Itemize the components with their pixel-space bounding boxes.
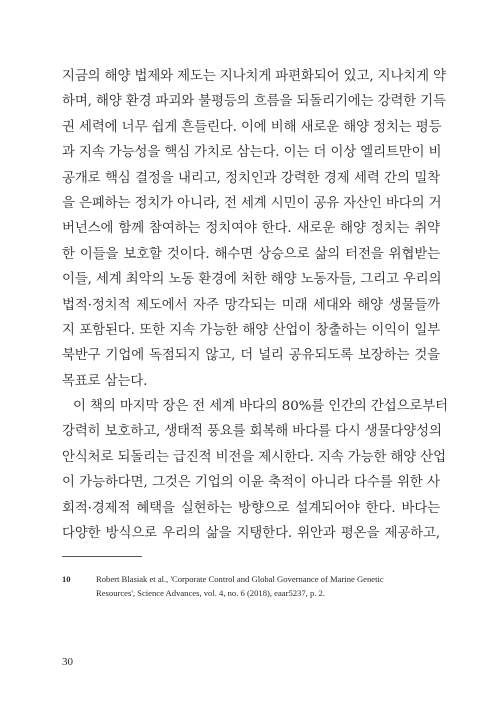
body-line: 공개로 핵심 결정을 내리고, 정치인과 강력한 경제 세력 간의 밀착 bbox=[62, 170, 440, 186]
body-line: 을 은폐하는 정치가 아니라, 전 세계 시민이 공유 자산인 바다의 거 bbox=[62, 195, 442, 211]
body-line: 회적·경제적 혜택을 실현하는 방향으로 설계되어야 한다. 바다는 bbox=[62, 500, 440, 516]
body-line: 지 포함된다. 또한 지속 가능한 해양 산업이 창출하는 이익이 일부 bbox=[62, 322, 440, 338]
body-line: 과 지속 가능성을 핵심 가치로 삼는다. 이는 더 이상 엘리트만이 비 bbox=[62, 145, 442, 161]
body-line: 안식처로 되돌리는 급진적 비전을 제시한다. 지속 가능한 해양 산업 bbox=[62, 449, 446, 465]
body-line: 이 가능하다면, 그것은 기업의 이윤 축적이 아니라 다수를 위한 사 bbox=[62, 475, 440, 491]
footnote-line: Resources', Science Advances, vol. 4, no. 6 (2018), eaar5237, p. 2. bbox=[96, 588, 325, 598]
body-line: 목표로 삼는다. bbox=[62, 373, 148, 389]
body-line: 권 세력에 너무 쉽게 흔들린다. 이에 비해 새로운 해양 정치는 평등 bbox=[62, 119, 442, 135]
body-line: 북반구 기업에 독점되지 않고, 더 널리 공유되도록 보장하는 것을 bbox=[62, 348, 440, 364]
body-line: 강력히 보호하고, 생태적 풍요를 회복해 바다를 다시 생물다양성의 bbox=[62, 424, 442, 440]
footnote-text bbox=[96, 572, 440, 600]
footnote-line: Robert Blasiak et al., 'Corporate Control and Global Governance of Marine Genetic bbox=[96, 574, 384, 584]
body-line: 이 책의 마지막 장은 전 세계 바다의 80%를 인간의 간섭으로부터 bbox=[73, 399, 448, 415]
footnote bbox=[62, 572, 440, 600]
body-line: 다양한 방식으로 우리의 삶을 지탱한다. 위안과 평온을 제공하고, bbox=[62, 526, 440, 542]
body-line: 하며, 해양 환경 파괴와 불평등의 흐름을 되돌리기에는 강력한 기득 bbox=[62, 94, 446, 110]
footnote-divider bbox=[62, 556, 142, 557]
body-line: 버넌스에 함께 참여하는 정치여야 한다. 새로운 해양 정치는 취약 bbox=[62, 221, 440, 237]
body-line: 지금의 해양 법제와 제도는 지나치게 파편화되어 있고, 지나치게 약 bbox=[62, 69, 446, 84]
body-text bbox=[62, 64, 448, 546]
body-line: 법적·정치적 제도에서 자주 망각되는 미래 세대와 해양 생물들까 bbox=[62, 297, 440, 313]
page-number: 30 bbox=[62, 656, 73, 668]
body-line: 이들, 세계 최악의 노동 환경에 처한 해양 노동자들, 그리고 우리의 bbox=[62, 272, 442, 288]
footnote-number: 10 bbox=[62, 574, 71, 584]
body-line: 한 이들을 보호할 것이다. 해수면 상승으로 삶의 터전을 위협받는 bbox=[62, 246, 440, 262]
